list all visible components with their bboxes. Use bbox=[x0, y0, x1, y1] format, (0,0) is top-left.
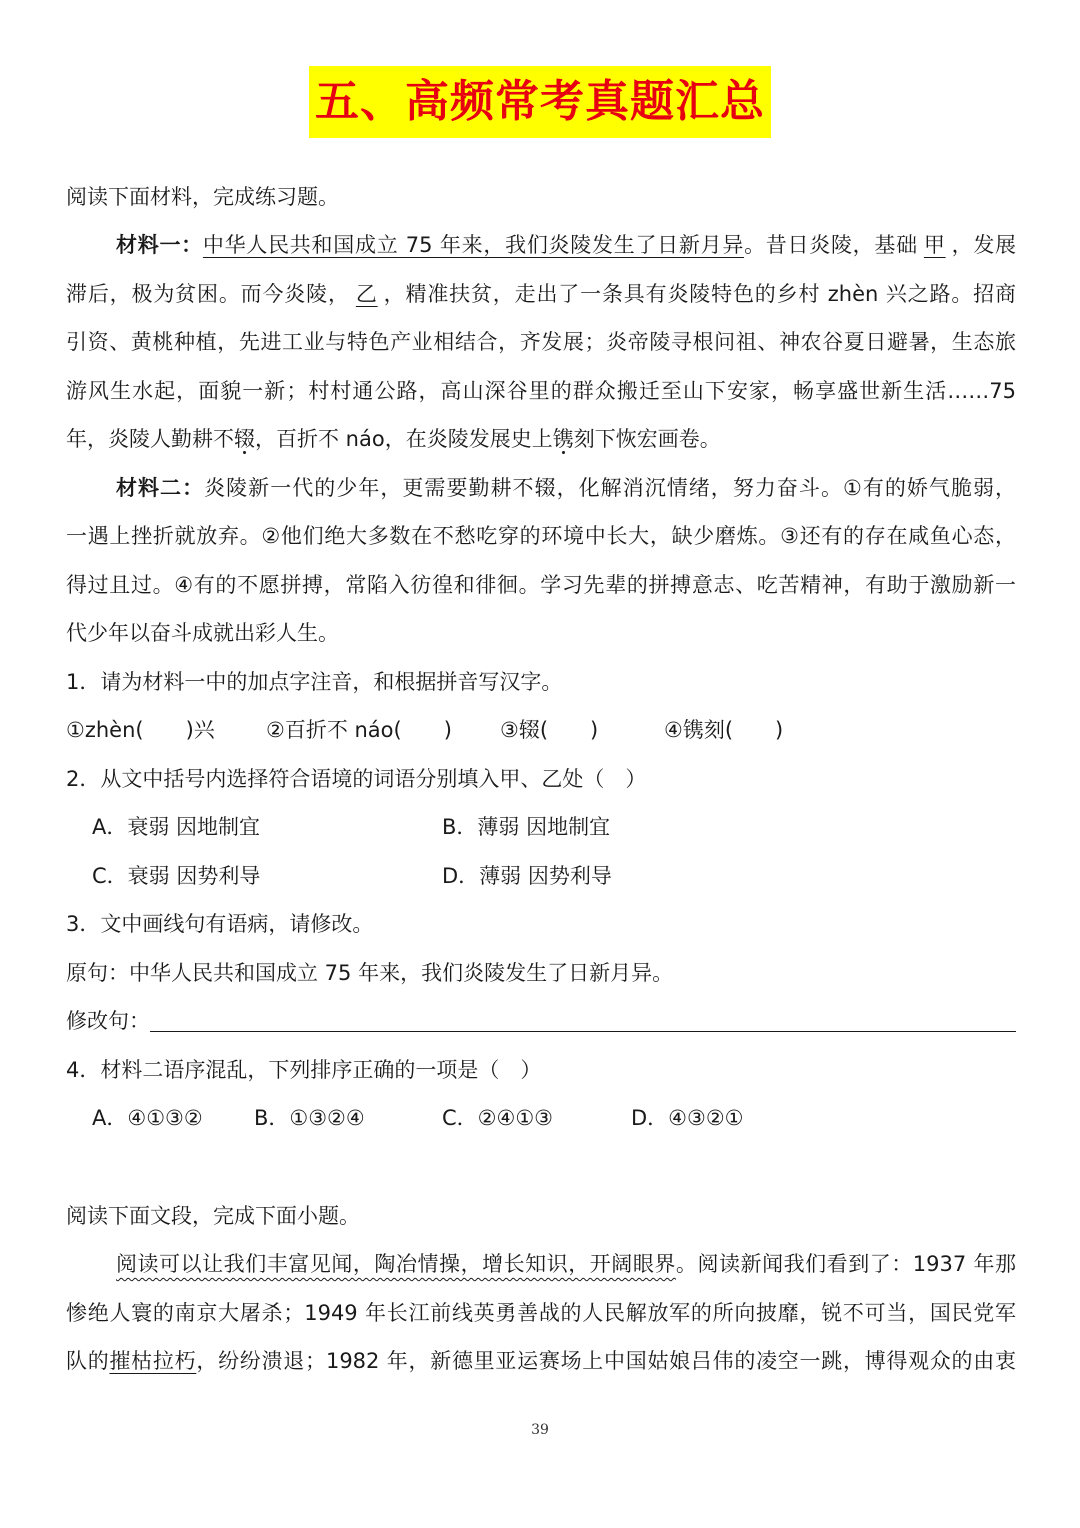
material1-text: 。昔日炎陵，基础 bbox=[744, 233, 918, 257]
passage-line1 bbox=[66, 1249, 1016, 1279]
material2-line2: 一遇上挫折就放弃。②他们绝大多数在不愁吃穿的环境中长大，缺少磨炼。③还有的存在咸鱼心态， bbox=[66, 524, 1016, 548]
material1-line4: 游风生水起，面貌一新；村村通公路，高山深谷里的群众搬迁至山下安家，畅享盛世新生活……75 bbox=[66, 379, 1016, 403]
title-container bbox=[0, 66, 1080, 138]
q2-option-d: D．薄弱 因势利导 bbox=[442, 864, 612, 888]
dotted-char-chuo: 辍 bbox=[234, 427, 255, 451]
question-1: 1．请为材料一中的加点字注音，和根据拼音写汉字。 bbox=[66, 670, 563, 694]
blank-yi: 乙 bbox=[355, 282, 378, 306]
question-2: 2．从文中括号内选择符合语境的词语分别填入甲、乙处（ ） bbox=[66, 767, 647, 791]
material1-text: 滞后，极为贫困。而今炎陵， bbox=[66, 282, 350, 306]
material2-label: 材料二： bbox=[116, 476, 205, 500]
material2-text: 炎陵新一代的少年，更需要勤耕不辍，化解消沉情绪，努力奋斗。①有的娇气脆弱， bbox=[204, 476, 1017, 500]
material1-text: ，发展 bbox=[951, 233, 1017, 257]
q1-option-4: ④镌刻( ) bbox=[664, 718, 784, 742]
material2-line4: 代少年以奋斗成就出彩人生。 bbox=[66, 621, 339, 645]
q1-option-3: ③辍( ) bbox=[500, 718, 599, 742]
question-2-options-row2 bbox=[66, 861, 1016, 891]
material2-line3: 得过且过。④有的不愿拼搏，常陷入彷徨和徘徊。学习先辈的拼搏意志、吃苦精神，有助于激励新一 bbox=[66, 573, 1016, 597]
question-4: 4．材料二语序混乱，下列排序正确的一项是（ ） bbox=[66, 1058, 542, 1082]
passage-text: 队的 bbox=[66, 1349, 110, 1373]
passage-text: 。阅读新闻我们看到了：1937 年那 bbox=[675, 1252, 1016, 1276]
wavy-underlined-sentence: 阅读可以让我们丰富见闻，陶冶情操，增长知识，开阔眼界 bbox=[116, 1252, 676, 1276]
material1-text: ，百折不 náo，在炎陵发展史上 bbox=[255, 427, 553, 451]
question-2-options-row1 bbox=[66, 812, 1016, 842]
answer-line[interactable] bbox=[150, 1031, 1016, 1032]
material1-line5 bbox=[66, 424, 1016, 454]
q4-option-d: D．④③②① bbox=[631, 1106, 744, 1130]
passage-line2: 惨绝人寰的南京大屠杀；1949 年长江前线英勇善战的人民解放军的所向披靡，锐不可当，国民党军 bbox=[66, 1301, 1016, 1325]
dotted-char-juan: 镌 bbox=[552, 427, 574, 451]
question-1-options bbox=[66, 715, 1016, 745]
blank-jia: 甲 bbox=[923, 233, 946, 257]
q1-option-2: ②百折不 náo( ) bbox=[266, 718, 452, 742]
q2-option-b: B．薄弱 因地制宜 bbox=[442, 815, 611, 839]
q4-option-a: A．④①③② bbox=[92, 1106, 203, 1130]
passage-line3 bbox=[66, 1346, 1016, 1376]
section2-intro: 阅读下面文段，完成下面小题。 bbox=[66, 1204, 360, 1228]
material1-label: 材料一： bbox=[116, 233, 203, 257]
question-3-fix-label: 修改句： bbox=[66, 1009, 150, 1033]
question-3-original: 原句：中华人民共和国成立 75 年来，我们炎陵发生了日新月异。 bbox=[66, 961, 674, 985]
page-title: 五、高频常考真题汇总 bbox=[309, 66, 771, 138]
q1-option-1: ①zhèn( )兴 bbox=[66, 718, 215, 742]
material1-text: ，精准扶贫，走出了一条具有炎陵特色的乡村 zhèn 兴之路。招商 bbox=[383, 282, 1017, 306]
q4-option-b: B．①③②④ bbox=[254, 1106, 365, 1130]
page-number: 39 bbox=[531, 1422, 549, 1438]
q4-option-c: C．②④①③ bbox=[442, 1106, 553, 1130]
passage-text: ，纷纷溃退；1982 年，新德里亚运赛场上中国姑娘吕伟的凌空一跳，博得观众的由衷 bbox=[196, 1349, 1017, 1373]
section1-intro: 阅读下面材料，完成练习题。 bbox=[66, 185, 339, 209]
material1-line1 bbox=[66, 230, 1016, 260]
question-3: 3．文中画线句有语病，请修改。 bbox=[66, 912, 374, 936]
q2-option-a: A．衰弱 因地制宜 bbox=[92, 815, 261, 839]
material2-line1 bbox=[66, 473, 1016, 503]
underlined-sentence: 中华人民共和国成立 75 年来，我们炎陵发生了日新月异 bbox=[202, 233, 745, 257]
material1-text: 刻下恢宏画卷。 bbox=[573, 427, 721, 451]
material1-text: 年，炎陵人勤耕不 bbox=[66, 427, 234, 451]
q2-option-c: C．衰弱 因势利导 bbox=[92, 864, 261, 888]
material1-line2 bbox=[66, 279, 1016, 309]
material1-line3: 引资、黄桃种植，先进工业与特色产业相结合，齐发展；炎帝陵寻根问祖、神农谷夏日避暑，生态旅 bbox=[66, 330, 1016, 354]
underlined-idiom: 摧枯拉朽 bbox=[109, 1349, 197, 1373]
question-4-options bbox=[66, 1103, 1016, 1133]
